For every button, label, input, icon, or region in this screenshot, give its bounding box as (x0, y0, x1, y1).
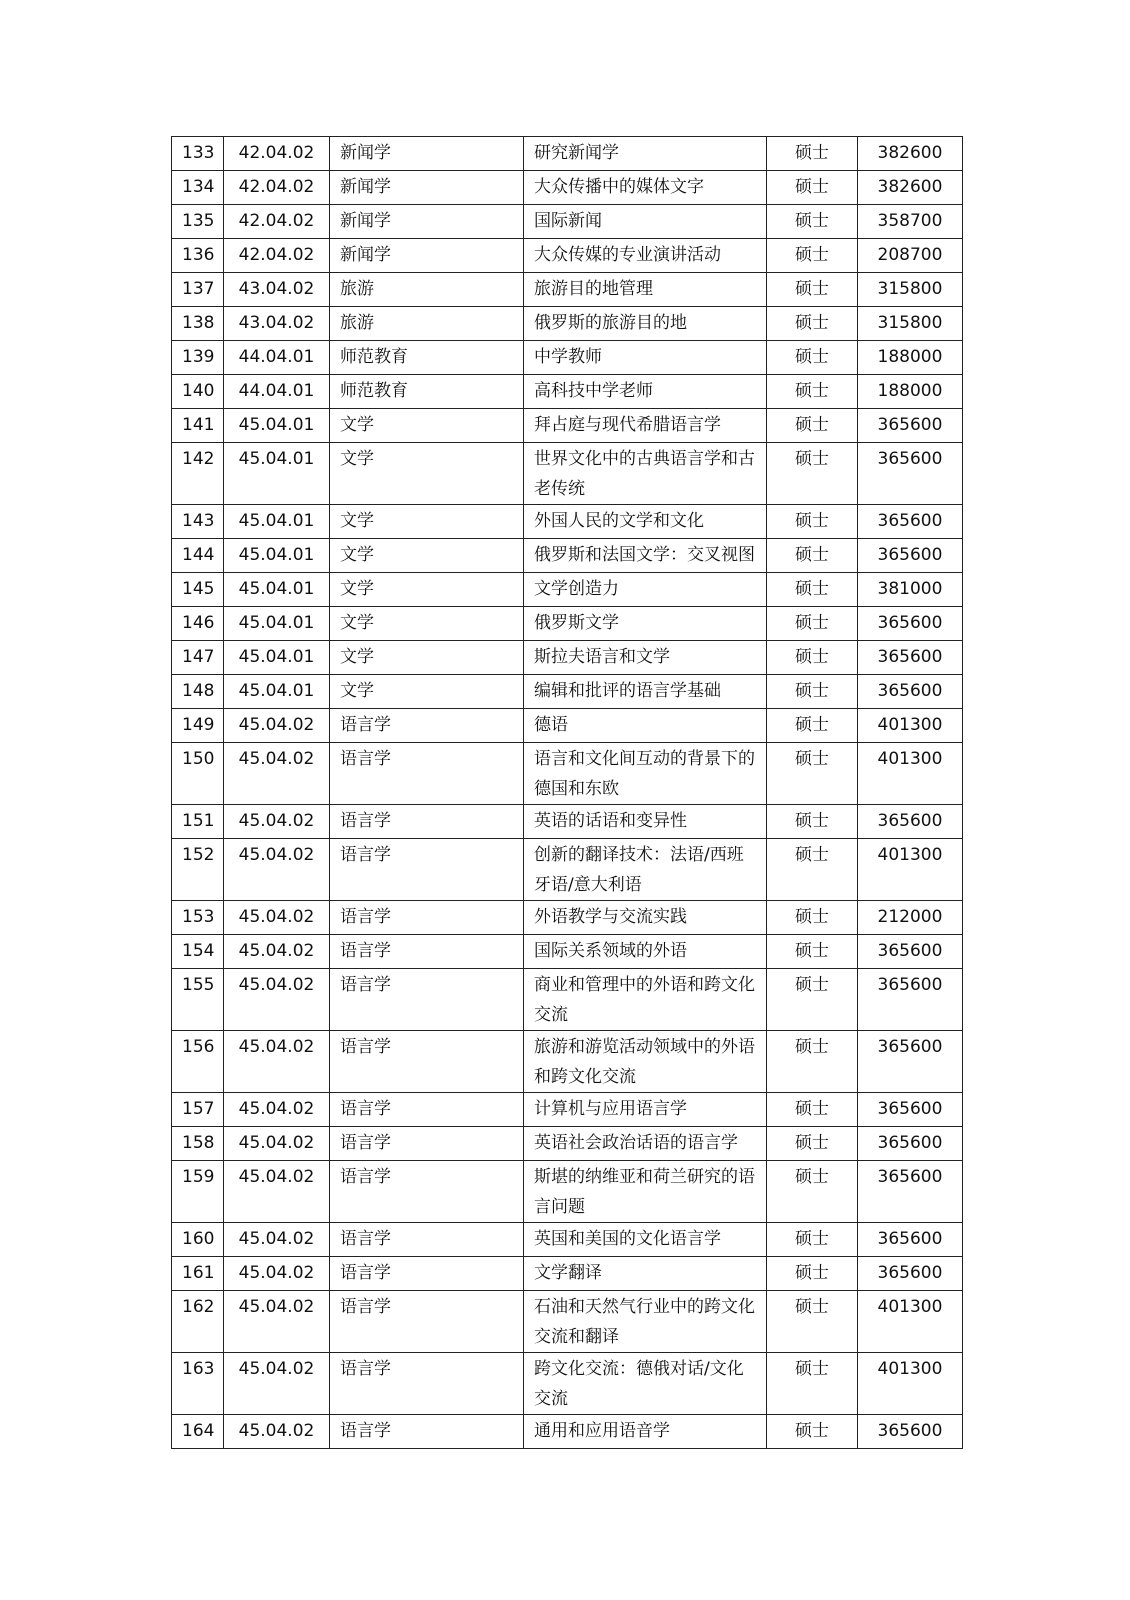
row-number: 136 (172, 239, 224, 273)
program-name: 高科技中学老师 (524, 375, 767, 409)
field-of-study: 语言学 (330, 709, 524, 743)
field-of-study: 旅游 (330, 273, 524, 307)
field-of-study: 文学 (330, 573, 524, 607)
field-of-study: 语言学 (330, 743, 524, 805)
program-name: 斯堪的纳维亚和荷兰研究的语言问题 (524, 1161, 767, 1223)
program-code: 42.04.02 (224, 239, 330, 273)
program-name: 跨文化交流：德俄对话/文化交流 (524, 1353, 767, 1415)
field-of-study: 旅游 (330, 307, 524, 341)
table-row (172, 273, 963, 307)
program-name: 文学翻译 (524, 1257, 767, 1291)
program-code: 45.04.02 (224, 1161, 330, 1223)
tuition-fee: 208700 (858, 239, 963, 273)
program-code: 45.04.02 (224, 1353, 330, 1415)
program-name: 语言和文化间互动的背景下的德国和东欧 (524, 743, 767, 805)
program-name: 英语的话语和变异性 (524, 805, 767, 839)
degree: 硕士 (767, 709, 858, 743)
row-number: 154 (172, 935, 224, 969)
table-row (172, 239, 963, 273)
row-number: 153 (172, 901, 224, 935)
row-number: 152 (172, 839, 224, 901)
degree: 硕士 (767, 505, 858, 539)
row-number: 133 (172, 137, 224, 171)
field-of-study: 新闻学 (330, 205, 524, 239)
table-row (172, 1415, 963, 1449)
programs-table-body (172, 137, 963, 1449)
degree: 硕士 (767, 307, 858, 341)
field-of-study: 语言学 (330, 1093, 524, 1127)
table-row (172, 1257, 963, 1291)
program-code: 45.04.02 (224, 839, 330, 901)
program-name: 商业和管理中的外语和跨文化交流 (524, 969, 767, 1031)
program-code: 45.04.02 (224, 1257, 330, 1291)
field-of-study: 语言学 (330, 969, 524, 1031)
table-row (172, 1353, 963, 1415)
degree: 硕士 (767, 1127, 858, 1161)
tuition-fee: 401300 (858, 743, 963, 805)
degree: 硕士 (767, 641, 858, 675)
table-row (172, 839, 963, 901)
program-name: 编辑和批评的语言学基础 (524, 675, 767, 709)
table-row (172, 1291, 963, 1353)
program-code: 44.04.01 (224, 341, 330, 375)
tuition-fee: 212000 (858, 901, 963, 935)
tuition-fee: 188000 (858, 375, 963, 409)
program-code: 45.04.01 (224, 443, 330, 505)
program-code: 45.04.02 (224, 1031, 330, 1093)
table-row (172, 901, 963, 935)
program-name: 英语社会政治话语的语言学 (524, 1127, 767, 1161)
tuition-fee: 382600 (858, 171, 963, 205)
program-code: 45.04.01 (224, 539, 330, 573)
program-name: 世界文化中的古典语言学和古老传统 (524, 443, 767, 505)
program-name: 通用和应用语音学 (524, 1415, 767, 1449)
program-name: 外国人民的文学和文化 (524, 505, 767, 539)
tuition-fee: 365600 (858, 505, 963, 539)
field-of-study: 语言学 (330, 901, 524, 935)
row-number: 145 (172, 573, 224, 607)
program-name: 德语 (524, 709, 767, 743)
table-row (172, 675, 963, 709)
row-number: 144 (172, 539, 224, 573)
program-code: 42.04.02 (224, 205, 330, 239)
degree: 硕士 (767, 171, 858, 205)
program-code: 45.04.02 (224, 969, 330, 1031)
row-number: 155 (172, 969, 224, 1031)
field-of-study: 语言学 (330, 935, 524, 969)
row-number: 141 (172, 409, 224, 443)
table-row (172, 307, 963, 341)
field-of-study: 新闻学 (330, 239, 524, 273)
program-name: 斯拉夫语言和文学 (524, 641, 767, 675)
degree: 硕士 (767, 1415, 858, 1449)
tuition-fee: 365600 (858, 1257, 963, 1291)
degree: 硕士 (767, 539, 858, 573)
field-of-study: 文学 (330, 443, 524, 505)
field-of-study: 语言学 (330, 1415, 524, 1449)
degree: 硕士 (767, 1223, 858, 1257)
degree: 硕士 (767, 839, 858, 901)
program-code: 45.04.01 (224, 675, 330, 709)
program-code: 45.04.01 (224, 607, 330, 641)
tuition-fee: 365600 (858, 1127, 963, 1161)
table-row (172, 171, 963, 205)
program-code: 45.04.02 (224, 805, 330, 839)
program-code: 45.04.02 (224, 1291, 330, 1353)
field-of-study: 文学 (330, 675, 524, 709)
tuition-fee: 365600 (858, 805, 963, 839)
table-row (172, 1093, 963, 1127)
table-row (172, 805, 963, 839)
row-number: 157 (172, 1093, 224, 1127)
degree: 硕士 (767, 1257, 858, 1291)
table-row (172, 375, 963, 409)
row-number: 140 (172, 375, 224, 409)
row-number: 148 (172, 675, 224, 709)
program-name: 大众传媒的专业演讲活动 (524, 239, 767, 273)
program-name: 国际关系领域的外语 (524, 935, 767, 969)
field-of-study: 语言学 (330, 805, 524, 839)
field-of-study: 文学 (330, 539, 524, 573)
field-of-study: 语言学 (330, 1257, 524, 1291)
degree: 硕士 (767, 1093, 858, 1127)
table-row (172, 341, 963, 375)
tuition-fee: 381000 (858, 573, 963, 607)
tuition-fee: 365600 (858, 1161, 963, 1223)
table-row (172, 607, 963, 641)
program-name: 研究新闻学 (524, 137, 767, 171)
program-code: 45.04.02 (224, 1093, 330, 1127)
row-number: 146 (172, 607, 224, 641)
degree: 硕士 (767, 1031, 858, 1093)
field-of-study: 新闻学 (330, 171, 524, 205)
degree: 硕士 (767, 743, 858, 805)
degree: 硕士 (767, 443, 858, 505)
degree: 硕士 (767, 935, 858, 969)
field-of-study: 新闻学 (330, 137, 524, 171)
field-of-study: 语言学 (330, 1127, 524, 1161)
row-number: 150 (172, 743, 224, 805)
tuition-fee: 365600 (858, 1223, 963, 1257)
table-row (172, 137, 963, 171)
degree: 硕士 (767, 805, 858, 839)
program-name: 俄罗斯的旅游目的地 (524, 307, 767, 341)
tuition-fee: 188000 (858, 341, 963, 375)
tuition-fee: 365600 (858, 443, 963, 505)
program-name: 英国和美国的文化语言学 (524, 1223, 767, 1257)
tuition-fee: 365600 (858, 1415, 963, 1449)
degree: 硕士 (767, 573, 858, 607)
degree: 硕士 (767, 239, 858, 273)
table-row (172, 539, 963, 573)
field-of-study: 语言学 (330, 839, 524, 901)
row-number: 158 (172, 1127, 224, 1161)
program-code: 45.04.02 (224, 743, 330, 805)
degree: 硕士 (767, 1291, 858, 1353)
degree: 硕士 (767, 273, 858, 307)
tuition-fee: 365600 (858, 935, 963, 969)
table-row (172, 443, 963, 505)
program-name: 大众传播中的媒体文字 (524, 171, 767, 205)
field-of-study: 师范教育 (330, 341, 524, 375)
degree: 硕士 (767, 675, 858, 709)
field-of-study: 文学 (330, 409, 524, 443)
degree: 硕士 (767, 341, 858, 375)
field-of-study: 文学 (330, 607, 524, 641)
tuition-fee: 365600 (858, 607, 963, 641)
program-name: 石油和天然气行业中的跨文化交流和翻译 (524, 1291, 767, 1353)
table-row (172, 573, 963, 607)
degree: 硕士 (767, 409, 858, 443)
tuition-fee: 365600 (858, 539, 963, 573)
field-of-study: 语言学 (330, 1161, 524, 1223)
table-row (172, 709, 963, 743)
row-number: 147 (172, 641, 224, 675)
table-row (172, 1161, 963, 1223)
field-of-study: 语言学 (330, 1223, 524, 1257)
program-code: 42.04.02 (224, 171, 330, 205)
program-code: 45.04.01 (224, 505, 330, 539)
tuition-fee: 365600 (858, 641, 963, 675)
table-row (172, 969, 963, 1031)
tuition-fee: 315800 (858, 307, 963, 341)
tuition-fee: 315800 (858, 273, 963, 307)
program-code: 43.04.02 (224, 307, 330, 341)
tuition-fee: 401300 (858, 1353, 963, 1415)
tuition-fee: 365600 (858, 675, 963, 709)
program-code: 44.04.01 (224, 375, 330, 409)
tuition-fee: 401300 (858, 709, 963, 743)
row-number: 161 (172, 1257, 224, 1291)
degree: 硕士 (767, 901, 858, 935)
row-number: 151 (172, 805, 224, 839)
tuition-fee: 365600 (858, 1031, 963, 1093)
row-number: 138 (172, 307, 224, 341)
program-code: 42.04.02 (224, 137, 330, 171)
row-number: 137 (172, 273, 224, 307)
row-number: 142 (172, 443, 224, 505)
row-number: 134 (172, 171, 224, 205)
program-code: 45.04.01 (224, 641, 330, 675)
tuition-fee: 365600 (858, 1093, 963, 1127)
degree: 硕士 (767, 1353, 858, 1415)
program-code: 45.04.02 (224, 1127, 330, 1161)
degree: 硕士 (767, 1161, 858, 1223)
program-name: 俄罗斯文学 (524, 607, 767, 641)
program-name: 俄罗斯和法国文学：交叉视图 (524, 539, 767, 573)
row-number: 163 (172, 1353, 224, 1415)
programs-table (171, 136, 963, 1449)
field-of-study: 语言学 (330, 1291, 524, 1353)
field-of-study: 文学 (330, 505, 524, 539)
row-number: 143 (172, 505, 224, 539)
program-name: 创新的翻译技术：法语/西班牙语/意大利语 (524, 839, 767, 901)
tuition-fee: 365600 (858, 969, 963, 1031)
tuition-fee: 382600 (858, 137, 963, 171)
degree: 硕士 (767, 137, 858, 171)
field-of-study: 语言学 (330, 1353, 524, 1415)
program-name: 中学教师 (524, 341, 767, 375)
table-row (172, 935, 963, 969)
row-number: 139 (172, 341, 224, 375)
program-code: 45.04.02 (224, 901, 330, 935)
program-name: 拜占庭与现代希腊语言学 (524, 409, 767, 443)
program-code: 45.04.02 (224, 935, 330, 969)
row-number: 162 (172, 1291, 224, 1353)
program-name: 旅游目的地管理 (524, 273, 767, 307)
table-row (172, 1223, 963, 1257)
program-code: 45.04.01 (224, 573, 330, 607)
field-of-study: 师范教育 (330, 375, 524, 409)
program-code: 45.04.01 (224, 409, 330, 443)
degree: 硕士 (767, 375, 858, 409)
program-name: 旅游和游览活动领域中的外语和跨文化交流 (524, 1031, 767, 1093)
table-row (172, 1031, 963, 1093)
row-number: 164 (172, 1415, 224, 1449)
degree: 硕士 (767, 205, 858, 239)
row-number: 135 (172, 205, 224, 239)
program-name: 国际新闻 (524, 205, 767, 239)
row-number: 156 (172, 1031, 224, 1093)
degree: 硕士 (767, 607, 858, 641)
tuition-fee: 401300 (858, 839, 963, 901)
program-code: 45.04.02 (224, 709, 330, 743)
field-of-study: 文学 (330, 641, 524, 675)
table-row (172, 743, 963, 805)
table-row (172, 205, 963, 239)
row-number: 149 (172, 709, 224, 743)
row-number: 159 (172, 1161, 224, 1223)
program-code: 45.04.02 (224, 1223, 330, 1257)
tuition-fee: 401300 (858, 1291, 963, 1353)
program-code: 45.04.02 (224, 1415, 330, 1449)
table-row (172, 641, 963, 675)
degree: 硕士 (767, 969, 858, 1031)
program-name: 文学创造力 (524, 573, 767, 607)
row-number: 160 (172, 1223, 224, 1257)
table-row (172, 505, 963, 539)
table-row (172, 1127, 963, 1161)
tuition-fee: 365600 (858, 409, 963, 443)
program-name: 计算机与应用语言学 (524, 1093, 767, 1127)
field-of-study: 语言学 (330, 1031, 524, 1093)
program-name: 外语教学与交流实践 (524, 901, 767, 935)
table-row (172, 409, 963, 443)
tuition-fee: 358700 (858, 205, 963, 239)
program-code: 43.04.02 (224, 273, 330, 307)
